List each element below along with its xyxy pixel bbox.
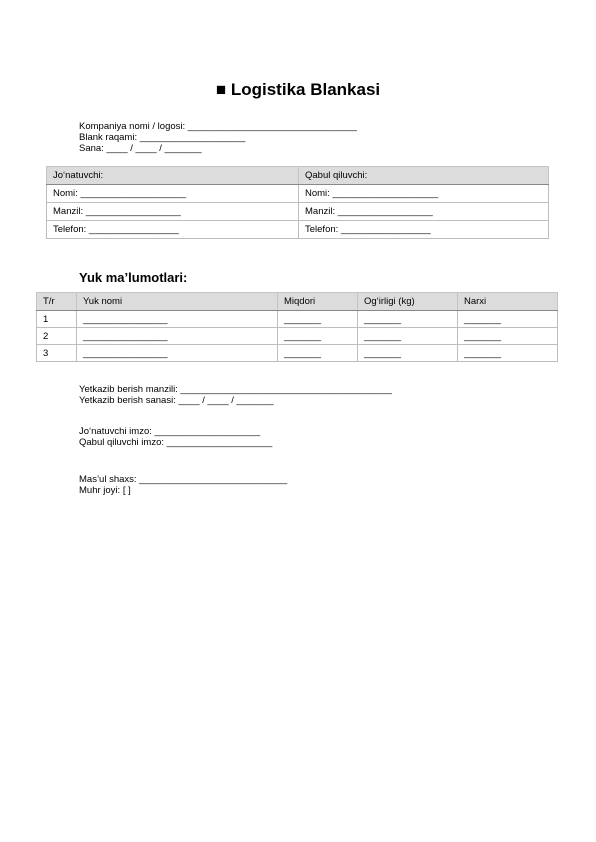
table-row [37,345,558,362]
delivery-date-field[interactable]: Yetkazib berish sanasi: ____ / ____ / _______ [79,395,274,406]
quantity-field[interactable]: _______ [278,311,358,328]
column-header-price: Narxi [458,293,558,311]
cargo-header-row [37,293,558,311]
cargo-name-field[interactable]: ________________ [77,345,278,362]
column-header-quantity: Miqdori [278,293,358,311]
quantity-field[interactable]: _______ [278,328,358,345]
stamp-place-field: Muhr joyi: [ ] [79,485,131,496]
sender-header: Jo‘natuvchi: [47,167,299,185]
cargo-table [36,292,558,362]
quantity-field[interactable]: _______ [278,345,358,362]
company-name-field[interactable]: Kompaniya nomi / logosi: ________________________________ [79,121,357,132]
table-row [37,311,558,328]
cargo-section-title: Yuk ma’lumotlari: [79,270,188,285]
parties-header-row [47,167,549,185]
row-number: 2 [37,328,77,345]
table-row [37,328,558,345]
sender-phone-field[interactable]: Telefon: _________________ [47,221,299,239]
receiver-name-field[interactable]: Nomi: ____________________ [299,185,549,203]
row-number: 3 [37,345,77,362]
responsible-person-field[interactable]: Mas’ul shaxs: ____________________________ [79,474,288,485]
blank-number-field[interactable]: Blank raqami: ____________________ [79,132,246,143]
weight-field[interactable]: _______ [358,311,458,328]
parties-row-name [47,185,549,203]
receiver-header: Qabul qiluvchi: [299,167,549,185]
receiver-address-field[interactable]: Manzil: __________________ [299,203,549,221]
column-header-cargo-name: Yuk nomi [77,293,278,311]
delivery-address-field[interactable]: Yetkazib berish manzili: ________________________________________ [79,384,392,395]
parties-table [46,166,549,239]
weight-field[interactable]: _______ [358,328,458,345]
column-header-weight: Og‘irligi (kg) [358,293,458,311]
page-title: ■ Logistika Blankasi [215,80,381,99]
price-field[interactable]: _______ [458,311,558,328]
parties-row-phone [47,221,549,239]
price-field[interactable]: _______ [458,328,558,345]
row-number: 1 [37,311,77,328]
sender-address-field[interactable]: Manzil: __________________ [47,203,299,221]
sender-name-field[interactable]: Nomi: ____________________ [47,185,299,203]
cargo-name-field[interactable]: ________________ [77,328,278,345]
receiver-signature-field[interactable]: Qabul qiluvchi imzo: ____________________ [79,437,273,448]
column-header-number: T/r [37,293,77,311]
sender-signature-field[interactable]: Jo‘natuvchi imzo: ____________________ [79,426,261,437]
weight-field[interactable]: _______ [358,345,458,362]
parties-row-address [47,203,549,221]
date-field[interactable]: Sana: ____ / ____ / _______ [79,143,202,154]
receiver-phone-field[interactable]: Telefon: _________________ [299,221,549,239]
cargo-name-field[interactable]: ________________ [77,311,278,328]
price-field[interactable]: _______ [458,345,558,362]
